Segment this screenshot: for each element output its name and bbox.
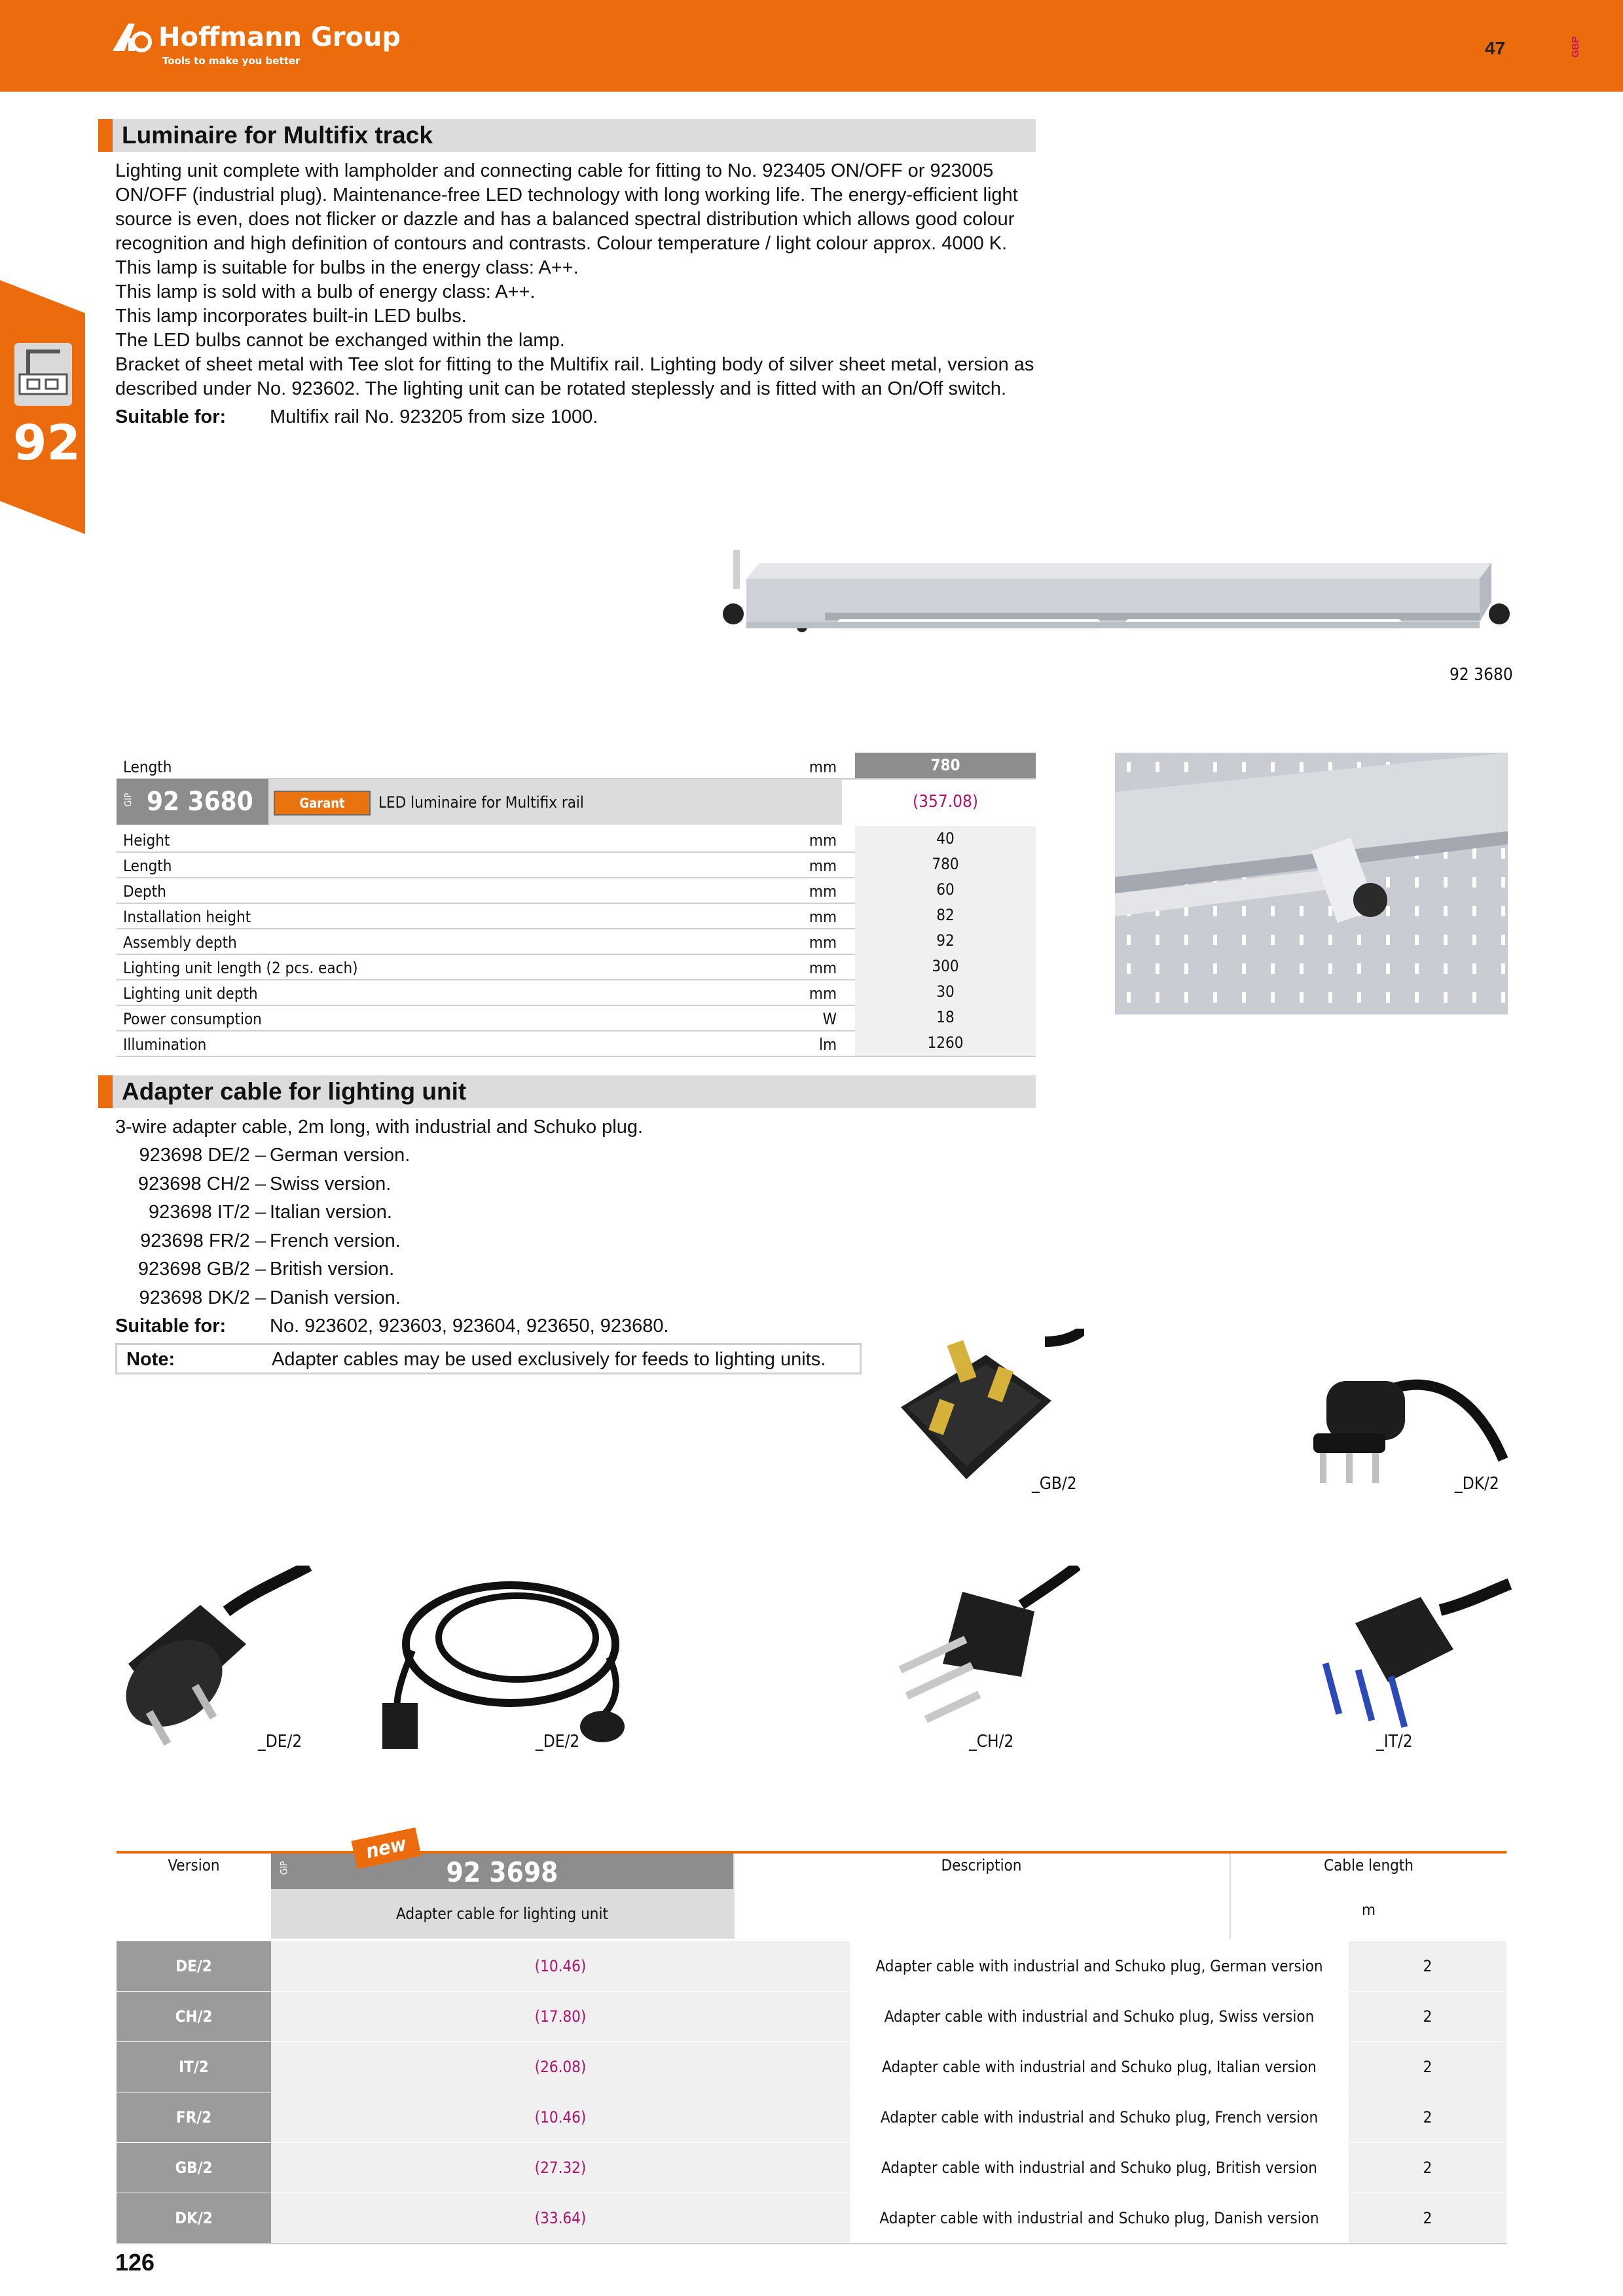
spec-head-value: 780 [855,753,1036,778]
chapter-number: 92 [13,415,81,471]
de-cable-caption: _DE/2 [536,1732,580,1751]
spec-row: Lighting unit length (2 pcs. each) mm 300 [117,954,1036,980]
col-description-header: Description [941,1856,1022,1874]
adapter-article-desc: Adapter cable for lighting unit [271,1889,733,1939]
suitable-value: Multifix rail No. 923205 from size 1000. [270,406,598,427]
desc-line: described under No. 923602. The lighting unit can be rotated steplessly and is fitted with an On/Off switch. [115,378,1007,399]
spec-head-label: Length [123,758,172,776]
spec-row: Length mm 780 [117,852,1036,878]
new-badge: new [352,1827,422,1869]
col-cable-header: Cable length m [1230,1854,1506,1939]
ch-plug-image [884,1566,1080,1736]
desc-line: ON/OFF (industrial plug). Maintenance-free LED technology with long working life. The energy-efficient light [115,185,1018,206]
gip-label: GIP [123,793,134,807]
table-row: DK/2 (33.64) Adapter cable with industrial and Schuko plug, Danish version 2 [117,2193,1506,2243]
desc-line: source is even, does not flicker or dazzle and has a balanced spectral distribution which allows good colour [115,209,1015,230]
version-item: 923698 DK/2 – Danish version. [139,1287,401,1308]
page-number: 126 [115,2249,155,2276]
it-plug-image [1309,1571,1512,1734]
adapter-intro: 3-wire adapter cable, 2m long, with industrial and Schuko plug. [115,1117,644,1138]
brand-logo [111,21,401,67]
adapter-suitable-label: Suitable for: [115,1316,227,1336]
spec-row: Height mm 40 [117,826,1036,853]
table-row: FR/2 (10.46) Adapter cable with industrial and Schuko plug, French version 2 [117,2092,1506,2142]
workbench-lamp-icon [14,343,72,406]
spec-row: Assembly depth mm 92 [117,928,1036,955]
desc-line: recognition and high definition of contours and contrasts. Colour temperature / light colour approx. 4000 K. [115,233,1008,254]
version-item: 923698 CH/2 – Swiss version. [137,1173,392,1194]
chapter-tab [0,280,85,534]
note-value: Adapter cables may be used exclusively for feeds to lighting units. [272,1349,826,1370]
section-title-adapter: Adapter cable for lighting unit [98,1075,1036,1108]
note-label: Note: [126,1349,175,1370]
de-schuko-plug-image [115,1566,312,1755]
hoffmann-logo-icon [111,21,158,54]
adapter-note-box [115,1343,862,1374]
desc-line: Bracket of sheet metal with Tee slot for fitting to the Multifix rail. Lighting body of silver sheet metal, version as [115,354,1034,375]
adapter-description [115,1115,901,1139]
brand-name: Hoffmann Group [158,22,401,52]
version-item: 923698 IT/2 – Italian version. [149,1202,392,1223]
spec-row: Illumination lm 1260 [117,1030,1036,1057]
spec-row: Depth mm 60 [117,877,1036,904]
article-description: LED luminaire for Multifix rail [378,793,584,812]
section-title-luminaire: Luminaire for Multifix track [98,119,1036,152]
desc-line: Lighting unit complete with lampholder and connecting cable for fitting to No. 923405 ON/OFF or 923005 [115,160,994,181]
version-item: 923698 DE/2 – German version. [139,1145,410,1166]
it-plug-caption: _IT/2 [1376,1732,1413,1751]
version-item: 923698 FR/2 – French version. [140,1230,401,1251]
gb-plug-image [888,1329,1084,1486]
catalog-page-ref: 47 [1485,38,1506,58]
dk-plug-caption: _DK/2 [1455,1474,1499,1494]
desc-line: This lamp incorporates built-in LED bulbs. [115,306,467,327]
spec-row: Lighting unit depth mm 30 [117,979,1036,1006]
pegboard-mounted-luminaire-image [1115,753,1508,1014]
currency-label: GBP [1570,36,1581,58]
article-price: (357.08) [912,792,979,812]
spec-row: Installation height mm 82 [117,903,1036,929]
ch-plug-caption: _CH/2 [969,1732,1014,1751]
gip-label: GIP [279,1861,290,1875]
brand-tagline: Tools to make you better [162,55,301,67]
article-number: 92 3680 [147,787,253,817]
dk-plug-image [1287,1355,1510,1486]
desc-line: This lamp is sold with a bulb of energy class: A++. [115,281,536,302]
adapter-article-number: 92 3698 [446,1856,558,1888]
table-row: DE/2 (10.46) Adapter cable with industrial and Schuko plug, German version 2 [117,1941,1506,1991]
spec-row: Power consumption W 18 [117,1005,1036,1031]
article-row [117,779,1036,825]
table-row: IT/2 (26.08) Adapter cable with industrial and Schuko plug, Italian version 2 [117,2042,1506,2092]
luminaire-product-image [720,537,1532,655]
adapter-suitable-value: No. 923602, 923603, 923604, 923650, 923680. [270,1316,669,1336]
version-item: 923698 GB/2 – British version. [137,1259,395,1280]
col-version-header: Version [168,1856,220,1874]
desc-line: The LED bulbs cannot be exchanged within the lamp. [115,330,565,351]
suitable-label: Suitable for: [115,406,227,427]
table-row: GB/2 (27.32) Adapter cable with industrial and Schuko plug, British version 2 [117,2143,1506,2193]
luminaire-image-caption: 92 3680 [1450,665,1513,685]
table-row: CH/2 (17.80) Adapter cable with industrial and Schuko plug, Swiss version 2 [117,1992,1506,2041]
cable-unit: m [1361,1901,1376,1919]
luminaire-description [115,159,1045,430]
spec-head-row [117,753,1036,780]
garant-badge: Garant [274,791,371,816]
spec-head-unit: mm [809,758,837,776]
de-plug-caption: _DE/2 [258,1732,302,1751]
adapter-version-list [115,1143,901,1342]
gb-plug-caption: _GB/2 [1032,1474,1077,1494]
desc-line: This lamp is suitable for bulbs in the energy class: A++. [115,257,579,278]
de-coiled-cable-image [373,1566,648,1755]
